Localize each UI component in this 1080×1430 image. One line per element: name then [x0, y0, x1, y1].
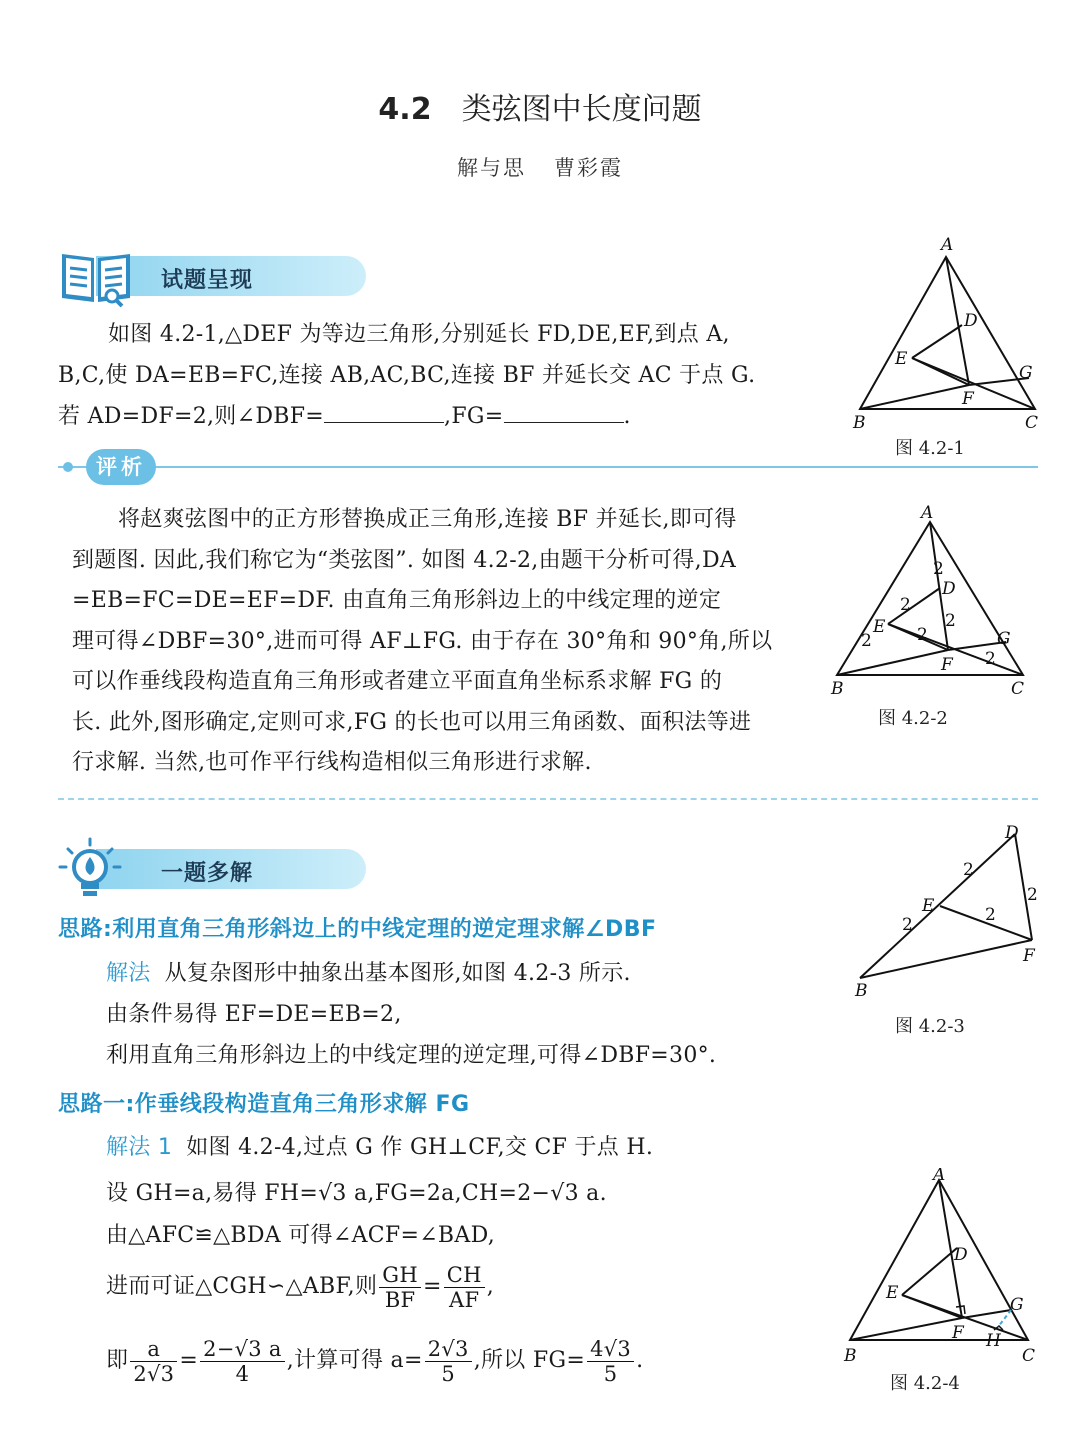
label-E: E [886, 1283, 899, 1303]
solution-line [106, 1336, 826, 1386]
figure-caption: 图 4.2-1 [895, 438, 965, 459]
problem-line: B,C,使 DA=EB=FC,连接 AB,AC,BC,连接 BF 并延长交 AC 于点 G. [58, 363, 756, 388]
label-B: B [855, 981, 868, 1001]
segment-label: 2 [933, 559, 944, 579]
solution-text: 如图 4.2-4,过点 G 作 GH⊥CF,交 CF 于点 H. [186, 1135, 654, 1160]
fraction-numerator: 2√3 [425, 1337, 472, 1362]
fraction-numerator: CH [444, 1263, 485, 1288]
math-text: ,计算可得 a= [286, 1348, 423, 1373]
label-E: E [873, 617, 886, 637]
analysis-text [72, 500, 812, 784]
fraction-numerator: GH [379, 1263, 421, 1288]
segment-label: 2 [985, 649, 996, 669]
section-number: 4.2 [378, 92, 432, 127]
label-B: B [853, 413, 866, 432]
fraction [425, 1337, 472, 1386]
solution-line [106, 1262, 826, 1312]
label-C: C [1011, 679, 1025, 699]
segment-label: 2 [945, 611, 956, 631]
label-C: C [1022, 1346, 1036, 1366]
section-title: 类弦图中长度问题 [461, 92, 702, 127]
figure-caption: 图 4.2-2 [878, 708, 948, 729]
bullet-icon [62, 461, 80, 473]
banner-title: 试题呈现 [161, 268, 254, 293]
math-text: = [422, 1274, 442, 1299]
figure-caption: 图 4.2-3 [895, 1016, 965, 1037]
fraction [200, 1337, 285, 1386]
segment-label: 2 [1027, 885, 1038, 905]
label-D: D [964, 311, 978, 331]
section-divider [58, 798, 1038, 800]
banner-multi-solution [56, 845, 356, 889]
fraction-denominator: BF [384, 1287, 416, 1312]
answer-blank-2[interactable] [504, 401, 624, 423]
segment-label: 2 [861, 631, 872, 651]
author-role: 解与思 [457, 156, 526, 180]
label-A: A [941, 235, 954, 255]
fraction-numerator: a [130, 1337, 177, 1362]
label-D: D [942, 579, 956, 599]
fraction [444, 1263, 485, 1312]
label-C: C [1025, 413, 1039, 432]
math-text: ,所以 FG= [473, 1348, 586, 1373]
solution-line [106, 954, 826, 995]
label-F: F [952, 1323, 964, 1343]
analysis-line: 长. 此外,图形确定,定则可求,FG 的长也可以用三角函数、面积法等进 [72, 709, 752, 735]
fraction-denominator: 5 [603, 1361, 618, 1386]
label-B: B [844, 1346, 857, 1366]
label-F: F [1023, 946, 1035, 966]
analysis-line: 行求解. 当然,也可作平行线构造相似三角形进行求解. [72, 750, 592, 775]
problem-line: 若 AD=DF=2,则∠DBF= [58, 404, 325, 429]
math-text: . [636, 1348, 644, 1373]
label-A: A [921, 503, 934, 523]
segment-label: 2 [917, 625, 928, 645]
solution-text: 从复杂图形中抽象出基本图形,如图 4.2-3 所示. [164, 961, 631, 986]
analysis-line: 理可得∠DBF=30°,进而可得 AF⊥FG. 由于存在 30°角和 90°角,所以 [72, 628, 773, 654]
problem-text-3 [58, 397, 848, 438]
problem-text-2 [58, 356, 848, 397]
fraction-denominator: 4 [235, 1361, 250, 1386]
problem-line: 如图 4.2-1,△DEF 为等边三角形,分别延长 FD,DE,EF,到点 A, [108, 322, 730, 347]
idea-heading: 思路:利用直角三角形斜边上的中线定理的逆定理求解∠DBF [58, 917, 657, 942]
label-E: E [922, 896, 935, 916]
banner-problem [56, 252, 356, 296]
label-F: F [962, 389, 974, 409]
math-text: , [486, 1274, 494, 1299]
label-H: H [986, 1331, 1001, 1351]
figure-caption: 图 4.2-4 [890, 1373, 960, 1394]
figure-4-2-4 [840, 1168, 1045, 1368]
page-title [0, 84, 1080, 128]
math-text: 进而可证△CGH∽△ABF,则 [106, 1274, 378, 1299]
idea-heading: 思路一:作垂线段构造直角三角形求解 FG [58, 1092, 470, 1117]
banner-title: 一题多解 [161, 861, 254, 886]
segment-label: 2 [902, 915, 913, 935]
analysis-line: 到题图. 因此,我们称它为“类弦图”. 如图 4.2-2,由题干分析可得,DA [72, 547, 737, 573]
segment-label: 2 [963, 860, 974, 880]
solution-label: 解法 [106, 961, 151, 986]
label-D: D [954, 1245, 968, 1265]
solution-line: 由条件易得 EF=DE=EB=2, [106, 1002, 402, 1027]
author-line [0, 152, 1080, 182]
fraction-denominator: AF [449, 1287, 480, 1312]
fraction-denominator: 5 [441, 1361, 456, 1386]
label-G: G [1019, 363, 1033, 383]
label-G: G [1010, 1295, 1024, 1315]
problem-line: . [623, 404, 631, 429]
solution-line [106, 1128, 826, 1169]
label-A: A [933, 1168, 946, 1185]
analysis-line: 将赵爽弦图中的正方形替换成正三角形,连接 BF 并延长,即可得 [118, 507, 737, 532]
book-icon [56, 244, 136, 310]
segment-label: 2 [900, 595, 911, 615]
lightbulb-icon [56, 837, 136, 903]
solution-line: 利用直角三角形斜边上的中线定理的逆定理,可得∠DBF=30°. [106, 1043, 717, 1068]
fraction-numerator: 4√3 [587, 1337, 634, 1362]
problem-line: ,FG= [444, 404, 504, 429]
fraction [130, 1337, 177, 1386]
label-D: D [1005, 823, 1019, 843]
figure-4-2-1 [845, 232, 1045, 432]
figure-4-2-2 [825, 500, 1040, 700]
fraction [587, 1337, 634, 1386]
solution-line: 设 GH=a,易得 FH=√3 a,FG=2a,CH=2−√3 a. [106, 1181, 607, 1206]
math-text: = [179, 1348, 199, 1373]
label-F: F [941, 655, 953, 675]
segment-label: 2 [985, 905, 996, 925]
figure-4-2-3 [845, 818, 1045, 1003]
solution-line: 由△AFC≌△BDA 可得∠ACF=∠BAD, [106, 1223, 496, 1248]
label-G: G [997, 629, 1011, 649]
fraction-denominator: 2√3 [133, 1361, 175, 1386]
solution-label: 解法 1 [106, 1135, 173, 1160]
fraction-numerator: 2−√3 a [200, 1337, 285, 1362]
author-name: 曹彩霞 [554, 156, 623, 180]
analysis-line: =EB=FC=DE=EF=DF. 由直角三角形斜边上的中线定理的逆定 [72, 588, 722, 613]
math-text: 即 [106, 1348, 129, 1373]
analysis-badge: 评析 [86, 449, 156, 485]
analysis-line: 可以作垂线段构造直角三角形或者建立平面直角坐标系求解 FG 的 [72, 669, 723, 694]
fraction [379, 1263, 421, 1312]
label-B: B [831, 679, 844, 699]
answer-blank-1[interactable] [324, 401, 444, 423]
analysis-rule [58, 466, 1038, 468]
problem-text [58, 315, 848, 356]
label-E: E [895, 349, 908, 369]
